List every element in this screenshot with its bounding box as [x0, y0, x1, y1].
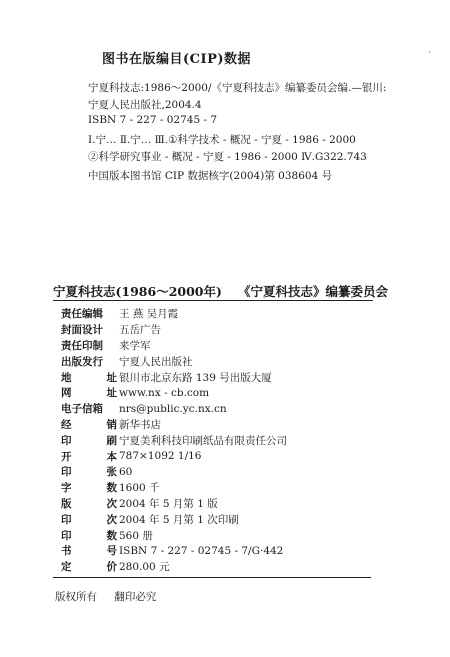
imprint-row — [61, 496, 287, 512]
rights-text-2: 翻印必究 — [114, 591, 157, 603]
cip-line-4: Ⅰ.宁… Ⅱ.宁… Ⅲ.①科学技术 - 概况 - 宁夏 - 1986 - 2000 — [88, 134, 356, 146]
imprint-value: 1600 千 — [119, 482, 160, 495]
imprint-label: 网 址 — [61, 387, 117, 400]
cip-line-3: ISBN 7 - 227 - 02745 - 7 — [88, 114, 218, 126]
imprint-label: 印 次 — [61, 513, 117, 526]
imprint-label: 定 价 — [61, 561, 117, 574]
cip-line-2: 宁夏人民出版社,2004.4 — [88, 99, 202, 111]
imprint-label: 开 本 — [61, 450, 117, 463]
imprint-label: 印 张 — [61, 466, 117, 479]
rights-notice — [55, 589, 170, 604]
imprint-row — [61, 527, 287, 543]
imprint-row — [61, 369, 287, 385]
rights-text-1: 版权所有 — [55, 591, 97, 603]
imprint-row — [61, 306, 287, 322]
imprint-value: 新华书店 — [119, 418, 161, 431]
imprint-label: 地 址 — [61, 371, 117, 384]
imprint-label: 字 数 — [61, 482, 117, 495]
book-title: 宁夏科技志(1986～2000年) — [53, 284, 222, 299]
imprint-label: 责任编辑 — [61, 308, 103, 321]
imprint-label: 印 刷 — [61, 434, 117, 447]
imprint-row — [61, 338, 287, 354]
scan-mark: · — [428, 48, 431, 58]
imprint-label: 责任印制 — [61, 339, 103, 352]
imprint-value: 王 燕 吴月霞 — [119, 308, 179, 321]
book-editor: 《宁夏科技志》编纂委员会 — [238, 284, 389, 299]
cip-line-5: ②科学研究事业 - 概况 - 宁夏 - 1986 - 2000 Ⅳ.G322.743 — [88, 151, 367, 163]
imprint-value: www.nx - cb.com — [119, 386, 210, 399]
imprint-value: 2004 年 5 月第 1 版 — [119, 497, 218, 510]
imprint-label: 书 号 — [61, 545, 117, 558]
imprint-row — [61, 385, 287, 401]
divider-bottom — [53, 577, 371, 578]
cip-line-6: 中国版本图书馆 CIP 数据核字(2004)第 038604 号 — [88, 170, 333, 182]
imprint-label: 电子信箱 — [61, 403, 103, 416]
imprint-row — [61, 559, 287, 575]
imprint-row — [61, 417, 287, 433]
imprint-value: ISBN 7 - 227 - 02745 - 7/G·442 — [119, 544, 284, 557]
imprint-value: 280.00 元 — [119, 561, 170, 574]
imprint-value: 宁夏人民出版社 — [119, 355, 193, 368]
imprint-row — [61, 448, 287, 464]
imprint-value: 60 — [119, 465, 133, 478]
imprint-row — [61, 401, 287, 417]
imprint-value: 来学军 — [119, 339, 151, 352]
cip-line-1: 宁夏科技志:1986～2000/《宁夏科技志》编纂委员会编.—银川: — [88, 82, 387, 94]
imprint-row — [61, 322, 287, 338]
imprint-label: 经 销 — [61, 418, 117, 431]
imprint-label: 封面设计 — [61, 324, 103, 337]
imprint-label: 出版发行 — [61, 355, 103, 368]
cip-heading: 图书在版编目(CIP)数据 — [102, 52, 252, 67]
imprint-label: 版 次 — [61, 497, 117, 510]
imprint-value: 宁夏美利科技印刷纸品有限责任公司 — [119, 434, 287, 447]
imprint-row — [61, 353, 287, 369]
imprint-value: 银川市北京东路 139 号出版大厦 — [119, 371, 272, 384]
imprint-row — [61, 480, 287, 496]
imprint-value: nrs@public.yc.nx.cn — [119, 402, 227, 415]
imprint-value: 2004 年 5 月第 1 次印刷 — [119, 513, 239, 526]
imprint-table — [61, 306, 287, 575]
imprint-value: 787×1092 1/16 — [119, 450, 202, 463]
divider-top — [53, 300, 373, 301]
imprint-row — [61, 464, 287, 480]
imprint-value: 五岳广告 — [119, 324, 161, 337]
imprint-row — [61, 511, 287, 527]
imprint-value: 560 册 — [119, 529, 153, 542]
imprint-row — [61, 432, 287, 448]
imprint-row — [61, 543, 287, 559]
imprint-label: 印 数 — [61, 529, 117, 542]
